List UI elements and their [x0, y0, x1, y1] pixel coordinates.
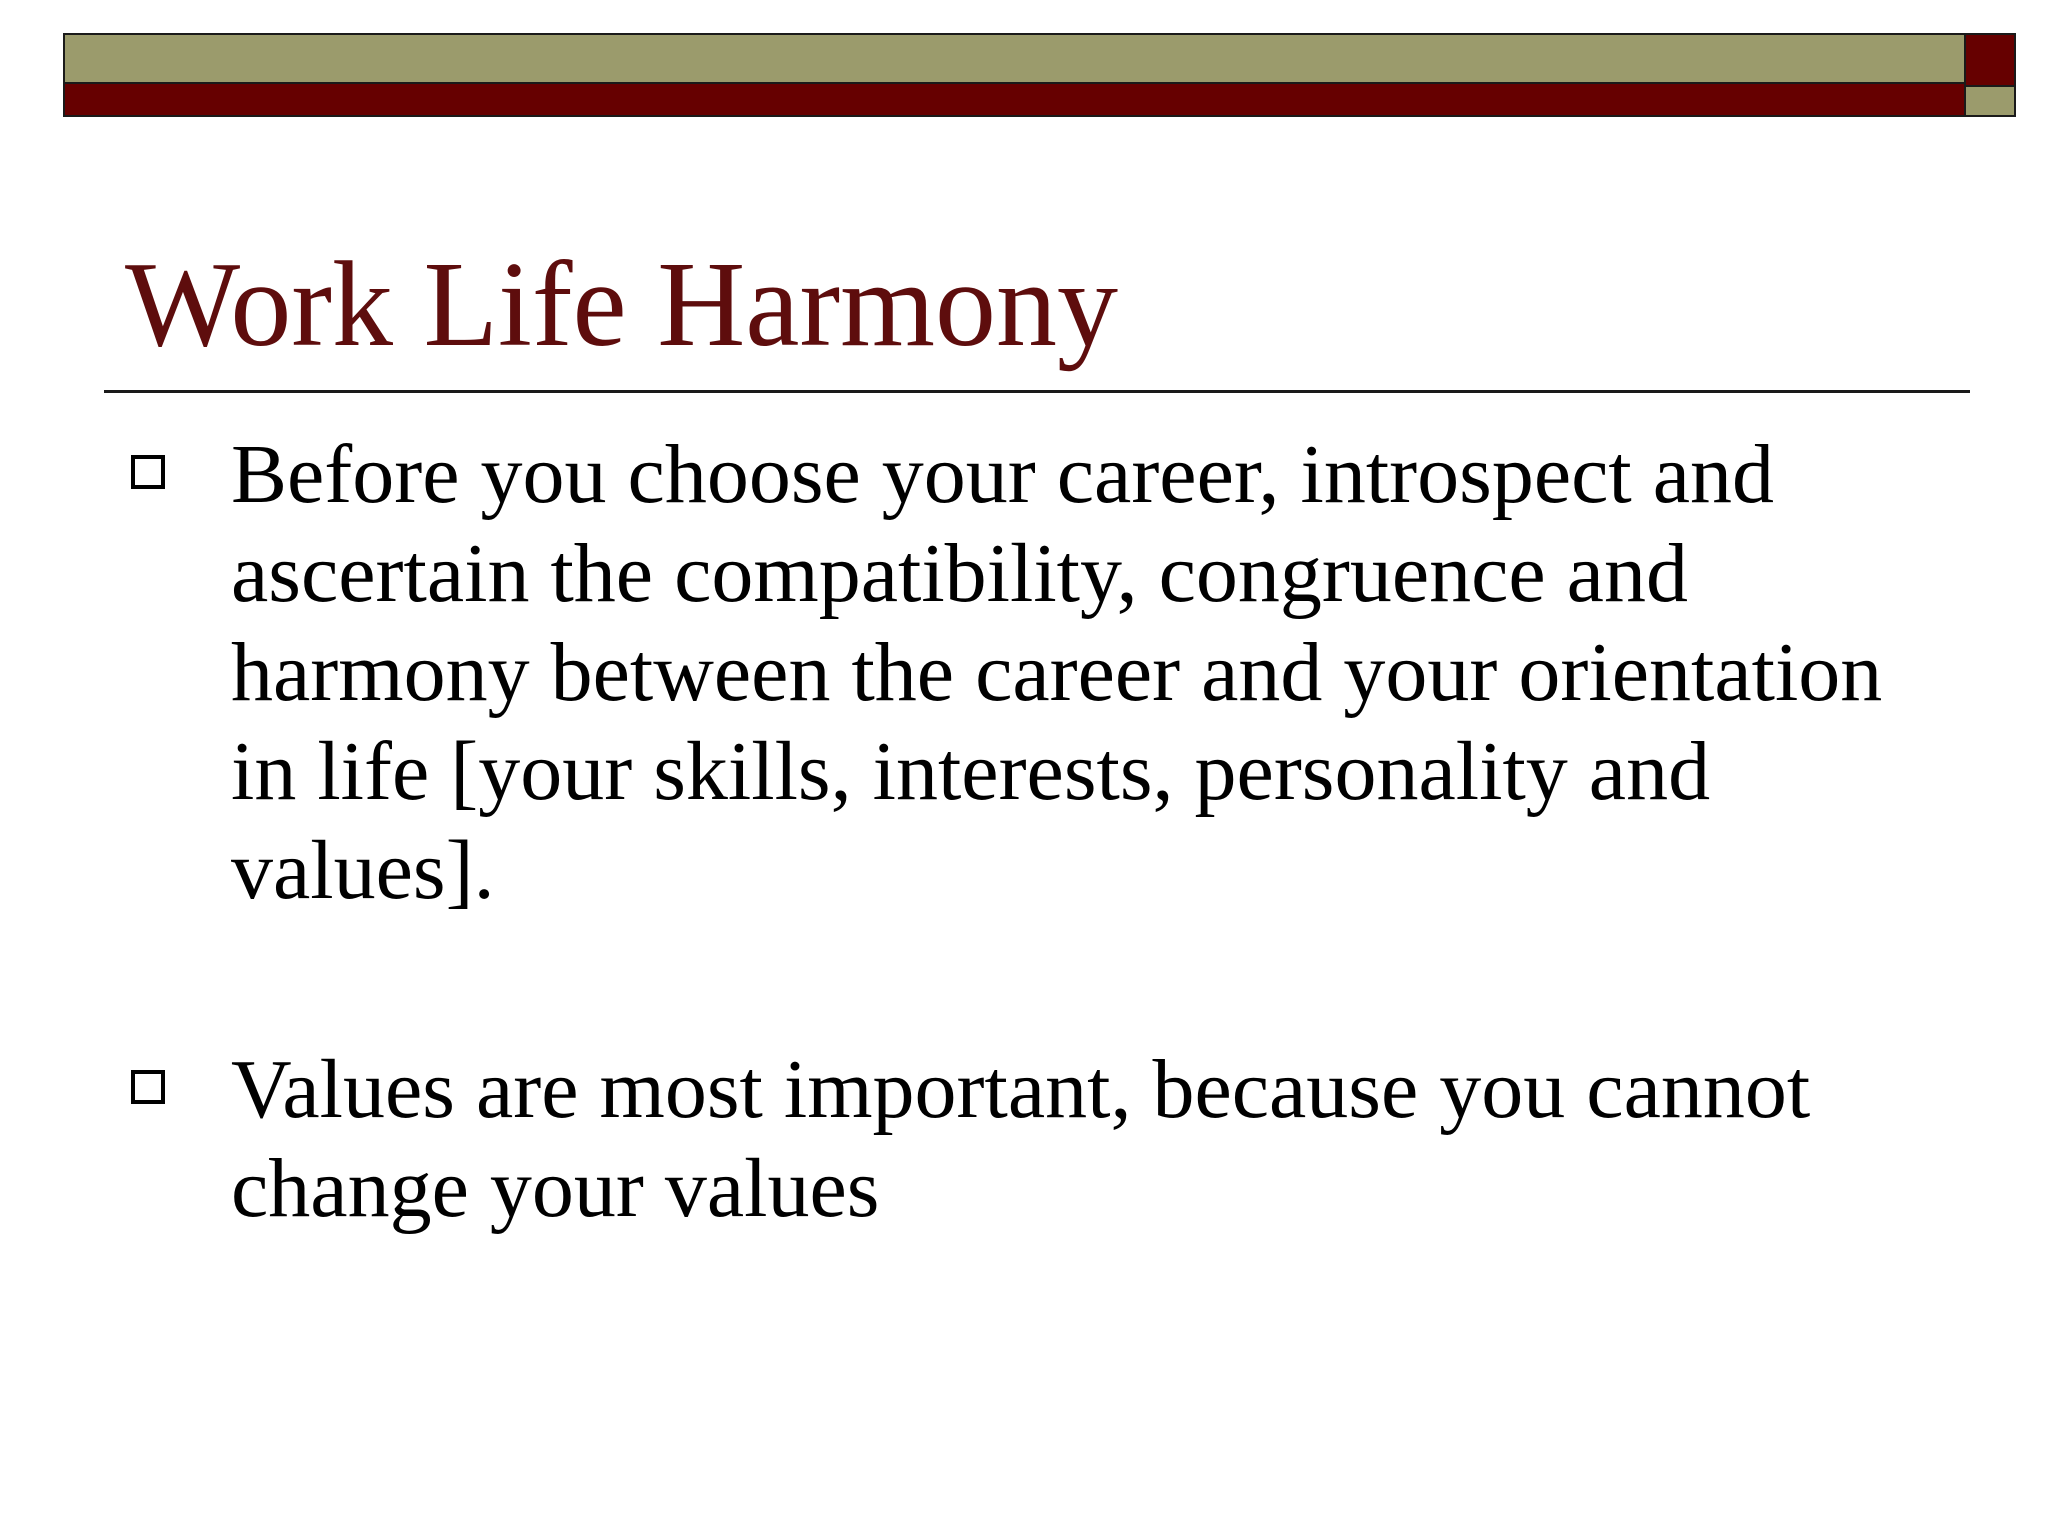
header-band-maroon: [63, 84, 1966, 117]
header-band-olive: [63, 33, 1966, 84]
bullet-item: [125, 425, 1965, 920]
square-bullet-icon: [131, 455, 165, 489]
square-bullet-icon: [131, 1070, 165, 1104]
bullet-text: Before you choose your career, introspect and ascertain the compatibility, congruence and harmony between the career and your orientation in life [your skills, interests, personality and values].: [231, 428, 1883, 917]
header-corner-olive-square: [1964, 85, 2016, 117]
bullet-text: Values are most important, because you cannot change your values: [231, 1043, 1811, 1235]
title-divider: [104, 390, 1970, 393]
bullet-item: [125, 1040, 1965, 1238]
bullet-list: [125, 425, 1965, 1238]
header-corner-maroon-square: [1964, 33, 2016, 87]
slide-title: Work Life Harmony: [125, 237, 1118, 372]
